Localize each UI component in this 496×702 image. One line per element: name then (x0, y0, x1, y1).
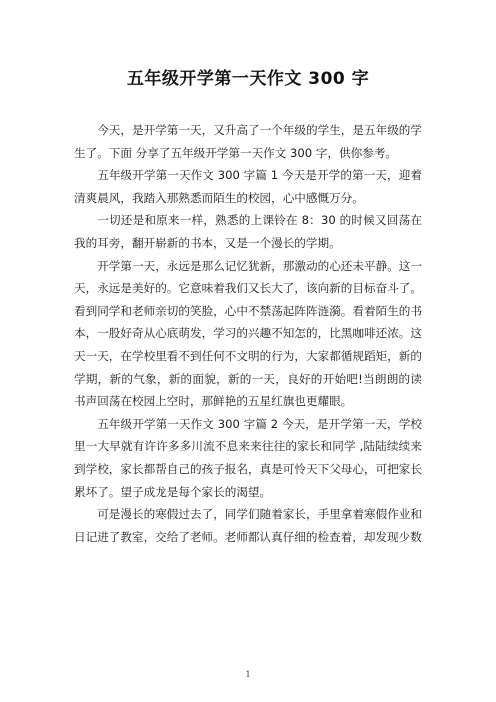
paragraph: 五年级开学第一天作文 300 字篇 2 今天，是开学第一天，学校里一大早就有许许多多川流不息来来往往的家长和同学 ,陆陆续续来到学校，家长都帮自己的孩子报名，真是可怜天下父母心，可把家长累坏了。望子成龙是每个家长的渴望。 (74, 416, 422, 499)
document-title: 五年级开学第一天作文 300 字 (126, 69, 370, 89)
paragraph: 今天，是开学第一天，又升高了一个年级的学生，是五年级的学生了。下面 分享了五年级开学第一天作文 300 字，供你参考。 (74, 123, 422, 160)
document-body (74, 119, 422, 548)
paragraph: 一切还是和原来一样，熟悉的上课铃在 8：30 的时候又回荡在我的耳旁，翻开崭新的书本，又是一个漫长的学期。 (74, 213, 422, 250)
paragraph: 五年级开学第一天作文 300 字篇 1 今天是开学的第一天，迎着清爽晨风，我踏入那熟悉而陌生的校园，心中感慨万分。 (74, 168, 422, 205)
paragraph: 开学第一天，永远是那么记忆犹新，那激动的心还未平静。这一天，永远是美好的。它意味着我们又长大了，该向新的目标奋斗了。看到同学和老师亲切的笑脸，心中不禁荡起阵阵涟漪。看着陌生的书本，一股好奇从心底萌发，学习的兴趣不知怎的，比黑咖啡还浓。这天一天，在学校里看不到任何不文明的行为，大家都循规蹈矩，新的学期，新的气象，新的面貌，新的一天，良好的开始吧!当朗朗的读书声回荡在校园上空时，那鲜艳的五星红旗也更耀眼。 (74, 258, 422, 409)
paragraph: 可是漫长的寒假过去了，同学们随着家长，手里拿着寒假作业和日记进了教室，交给了老师。老师都认真仔细的检查着，却发现少数 (74, 507, 422, 544)
page-number: 1 (245, 670, 251, 679)
